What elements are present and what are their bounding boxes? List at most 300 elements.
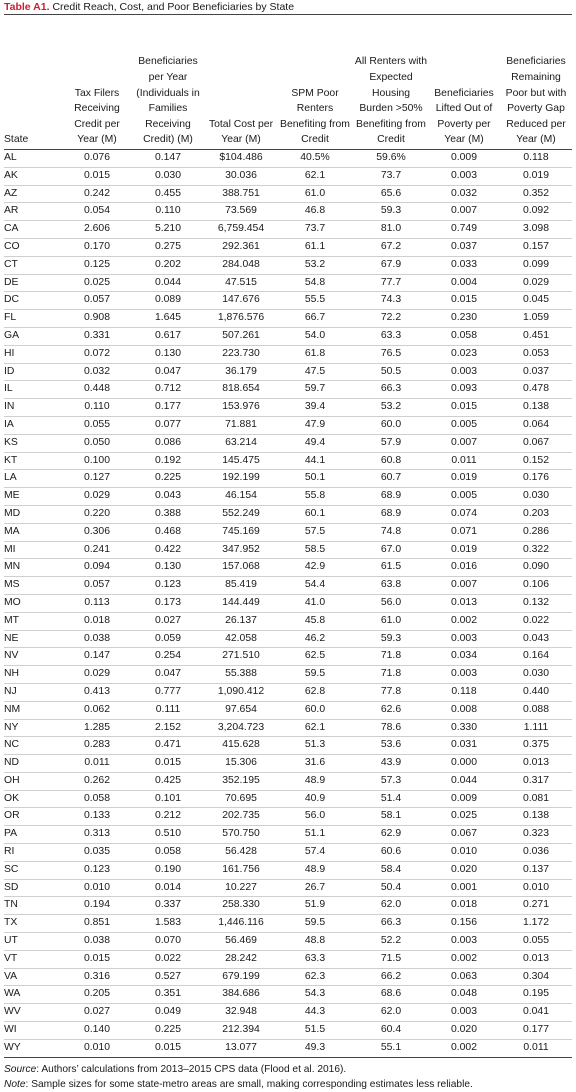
value-cell: 51.5	[276, 1022, 354, 1040]
value-cell: 0.352	[500, 185, 572, 203]
value-cell: 0.037	[428, 238, 500, 256]
value-cell: 0.322	[500, 541, 572, 559]
value-cell: 59.5	[276, 915, 354, 933]
state-cell: MN	[4, 559, 64, 577]
value-cell: 0.283	[64, 737, 130, 755]
value-cell: 0.448	[64, 381, 130, 399]
value-cell: 0.123	[64, 861, 130, 879]
state-cell: NC	[4, 737, 64, 755]
value-cell: 0.212	[130, 808, 206, 826]
value-cell: 55.1	[354, 1039, 428, 1057]
value-cell: 0.035	[64, 844, 130, 862]
value-cell: 0.053	[500, 345, 572, 363]
value-cell: 0.316	[64, 968, 130, 986]
state-cell: ID	[4, 363, 64, 381]
value-cell: 1.172	[500, 915, 572, 933]
value-cell: 0.100	[64, 452, 130, 470]
value-cell: 50.5	[354, 363, 428, 381]
value-cell: 56.0	[276, 808, 354, 826]
value-cell: 0.002	[428, 950, 500, 968]
value-cell: 67.0	[354, 541, 428, 559]
value-cell: 58.1	[354, 808, 428, 826]
value-cell: 0.010	[500, 879, 572, 897]
table-row	[4, 185, 572, 203]
value-cell: 71.8	[354, 648, 428, 666]
value-cell: 73.7	[276, 221, 354, 239]
table-row	[4, 630, 572, 648]
value-cell: 0.076	[64, 150, 130, 168]
note-text: : Sample sizes for some state-metro areas are small, making corresponding estimates less reliable.	[25, 1078, 473, 1090]
state-cell: WY	[4, 1039, 64, 1057]
value-cell: 0.089	[130, 292, 206, 310]
value-cell: 59.3	[354, 203, 428, 221]
value-cell: 49.3	[276, 1039, 354, 1057]
value-cell: 0.130	[130, 559, 206, 577]
value-cell: 62.5	[276, 648, 354, 666]
state-cell: ME	[4, 488, 64, 506]
value-cell: 0.067	[428, 826, 500, 844]
value-cell: 60.8	[354, 452, 428, 470]
table-row	[4, 470, 572, 488]
value-cell: 0.451	[500, 327, 572, 345]
value-cell: 0.092	[500, 203, 572, 221]
value-cell: 26.137	[206, 612, 276, 630]
value-cell: 0.323	[500, 826, 572, 844]
table-row	[4, 577, 572, 595]
value-cell: 161.756	[206, 861, 276, 879]
value-cell: 54.4	[276, 577, 354, 595]
state-cell: WI	[4, 1022, 64, 1040]
table-row	[4, 256, 572, 274]
value-cell: 48.9	[276, 772, 354, 790]
value-cell: 51.4	[354, 790, 428, 808]
state-cell: PA	[4, 826, 64, 844]
value-cell: 57.9	[354, 434, 428, 452]
value-cell: 66.3	[354, 915, 428, 933]
table-row	[4, 790, 572, 808]
value-cell: 46.154	[206, 488, 276, 506]
value-cell: 0.023	[428, 345, 500, 363]
value-cell: 0.027	[64, 1004, 130, 1022]
value-cell: 0.020	[428, 1022, 500, 1040]
value-cell: 0.032	[64, 363, 130, 381]
value-cell: 0.140	[64, 1022, 130, 1040]
table-row	[4, 612, 572, 630]
source-note	[4, 1062, 572, 1077]
value-cell: 62.0	[354, 1004, 428, 1022]
value-cell: 0.003	[428, 1004, 500, 1022]
value-cell: 0.132	[500, 594, 572, 612]
value-cell: 62.3	[276, 968, 354, 986]
value-cell: 552.249	[206, 505, 276, 523]
value-cell: 0.004	[428, 274, 500, 292]
value-cell: 0.176	[500, 470, 572, 488]
value-cell: 0.030	[130, 167, 206, 185]
table-row	[4, 594, 572, 612]
value-cell: 0.005	[428, 488, 500, 506]
value-cell: 0.057	[64, 292, 130, 310]
value-cell: 0.170	[64, 238, 130, 256]
state-cell: SC	[4, 861, 64, 879]
state-cell: VT	[4, 950, 64, 968]
value-cell: 85.419	[206, 577, 276, 595]
value-cell: 0.225	[130, 1022, 206, 1040]
value-cell: 53.2	[354, 399, 428, 417]
value-cell: 0.137	[500, 861, 572, 879]
value-cell: 1.111	[500, 719, 572, 737]
value-cell: 53.6	[354, 737, 428, 755]
value-cell: 0.851	[64, 915, 130, 933]
value-cell: 0.013	[428, 594, 500, 612]
value-cell: 0.468	[130, 523, 206, 541]
value-cell: 28.242	[206, 950, 276, 968]
table-footer	[4, 1058, 572, 1092]
value-cell: 0.455	[130, 185, 206, 203]
value-cell: 55.8	[276, 488, 354, 506]
value-cell: 0.313	[64, 826, 130, 844]
value-cell: 0.262	[64, 772, 130, 790]
column-header: Tax Filers Receiving Credit per Year (M)	[64, 15, 130, 150]
value-cell: 77.7	[354, 274, 428, 292]
state-cell: NV	[4, 648, 64, 666]
value-cell: 60.6	[354, 844, 428, 862]
value-cell: 1,090.412	[206, 683, 276, 701]
value-cell: 0.177	[130, 399, 206, 417]
value-cell: 49.4	[276, 434, 354, 452]
value-cell: 0.011	[500, 1039, 572, 1057]
value-cell: 54.8	[276, 274, 354, 292]
state-cell: RI	[4, 844, 64, 862]
state-cell: IL	[4, 381, 64, 399]
value-cell: 818.654	[206, 381, 276, 399]
table-row	[4, 203, 572, 221]
state-cell: KT	[4, 452, 64, 470]
table-row	[4, 541, 572, 559]
value-cell: 60.7	[354, 470, 428, 488]
value-cell: 74.8	[354, 523, 428, 541]
value-cell: 41.0	[276, 594, 354, 612]
value-cell: 0.202	[130, 256, 206, 274]
table-row	[4, 1004, 572, 1022]
value-cell: 415.628	[206, 737, 276, 755]
column-header: All Renters with Expected Housing Burden >50% Benefiting from Credit	[354, 15, 428, 150]
table-title-text: Credit Reach, Cost, and Poor Beneficiaries by State	[52, 1, 295, 13]
value-cell: 0.045	[500, 292, 572, 310]
value-cell: 0.125	[64, 256, 130, 274]
value-cell: 1.645	[130, 310, 206, 328]
table-row	[4, 274, 572, 292]
state-cell: NJ	[4, 683, 64, 701]
table-row	[4, 452, 572, 470]
value-cell: 63.3	[276, 950, 354, 968]
value-cell: 0.059	[130, 630, 206, 648]
value-cell: 0.007	[428, 203, 500, 221]
value-cell: 46.2	[276, 630, 354, 648]
value-cell: 507.261	[206, 327, 276, 345]
table-row	[4, 648, 572, 666]
state-cell: MT	[4, 612, 64, 630]
value-cell: 0.908	[64, 310, 130, 328]
value-cell: 0.027	[130, 612, 206, 630]
value-cell: 192.199	[206, 470, 276, 488]
value-cell: 42.058	[206, 630, 276, 648]
value-cell: 0.425	[130, 772, 206, 790]
value-cell: 258.330	[206, 897, 276, 915]
value-cell: 0.190	[130, 861, 206, 879]
value-cell: 81.0	[354, 221, 428, 239]
value-cell: 0.044	[130, 274, 206, 292]
table-row	[4, 292, 572, 310]
value-cell: 51.3	[276, 737, 354, 755]
table-row	[4, 719, 572, 737]
value-cell: 0.036	[500, 844, 572, 862]
sample-note	[4, 1077, 572, 1092]
value-cell: 352.195	[206, 772, 276, 790]
value-cell: 58.4	[354, 861, 428, 879]
value-cell: 0.030	[500, 666, 572, 684]
state-cell: AK	[4, 167, 64, 185]
value-cell: 46.8	[276, 203, 354, 221]
value-cell: 68.6	[354, 986, 428, 1004]
value-cell: 62.0	[354, 897, 428, 915]
value-cell: 63.8	[354, 577, 428, 595]
table-row	[4, 167, 572, 185]
value-cell: 0.003	[428, 630, 500, 648]
table-row	[4, 861, 572, 879]
value-cell: 223.730	[206, 345, 276, 363]
value-cell: 43.9	[354, 755, 428, 773]
value-cell: 0.527	[130, 968, 206, 986]
state-cell: NE	[4, 630, 64, 648]
value-cell: 144.449	[206, 594, 276, 612]
table-row	[4, 950, 572, 968]
value-cell: 0.016	[428, 559, 500, 577]
value-cell: 153.976	[206, 399, 276, 417]
table-row	[4, 221, 572, 239]
value-cell: 59.6%	[354, 150, 428, 168]
value-cell: 0.067	[500, 434, 572, 452]
table-row	[4, 1039, 572, 1057]
state-cell: VA	[4, 968, 64, 986]
value-cell: 0.074	[428, 505, 500, 523]
table-row	[4, 381, 572, 399]
table-row	[4, 826, 572, 844]
value-cell: 0.306	[64, 523, 130, 541]
value-cell: 0.022	[130, 950, 206, 968]
table-row	[4, 701, 572, 719]
table-row	[4, 238, 572, 256]
value-cell: 0.090	[500, 559, 572, 577]
value-cell: 78.6	[354, 719, 428, 737]
value-cell: 0.071	[428, 523, 500, 541]
value-cell: 40.9	[276, 790, 354, 808]
value-cell: 570.750	[206, 826, 276, 844]
value-cell: 0.003	[428, 363, 500, 381]
value-cell: $104.486	[206, 150, 276, 168]
value-cell: 0.133	[64, 808, 130, 826]
value-cell: 0.030	[500, 488, 572, 506]
value-cell: 0.013	[500, 755, 572, 773]
state-cell: DC	[4, 292, 64, 310]
value-cell: 0.041	[500, 1004, 572, 1022]
value-cell: 6,759.454	[206, 221, 276, 239]
value-cell: 0.014	[130, 879, 206, 897]
value-cell: 384.686	[206, 986, 276, 1004]
column-header: SPM Poor Renters Benefiting from Credit	[276, 15, 354, 150]
value-cell: 1.583	[130, 915, 206, 933]
value-cell: 1.059	[500, 310, 572, 328]
table-row	[4, 666, 572, 684]
state-cell: MA	[4, 523, 64, 541]
value-cell: 77.8	[354, 683, 428, 701]
value-cell: 0.009	[428, 790, 500, 808]
source-label: Source	[4, 1063, 37, 1075]
value-cell: 61.8	[276, 345, 354, 363]
value-cell: 0.077	[130, 416, 206, 434]
value-cell: 13.077	[206, 1039, 276, 1057]
value-cell: 1,876.576	[206, 310, 276, 328]
value-cell: 32.948	[206, 1004, 276, 1022]
value-cell: 0.241	[64, 541, 130, 559]
state-cell: IA	[4, 416, 64, 434]
value-cell: 0.413	[64, 683, 130, 701]
value-cell: 44.1	[276, 452, 354, 470]
value-cell: 0.111	[130, 701, 206, 719]
value-cell: 0.177	[500, 1022, 572, 1040]
value-cell: 0.015	[428, 292, 500, 310]
state-cell: CA	[4, 221, 64, 239]
value-cell: 51.1	[276, 826, 354, 844]
value-cell: 47.9	[276, 416, 354, 434]
state-cell: NY	[4, 719, 64, 737]
table-row	[4, 399, 572, 417]
value-cell: 284.048	[206, 256, 276, 274]
value-cell: 0.003	[428, 933, 500, 951]
value-cell: 0.205	[64, 986, 130, 1004]
value-cell: 0.286	[500, 523, 572, 541]
value-cell: 0.043	[130, 488, 206, 506]
value-cell: 0.203	[500, 505, 572, 523]
value-cell: 51.9	[276, 897, 354, 915]
value-cell: 0.058	[130, 844, 206, 862]
table-row	[4, 986, 572, 1004]
value-cell: 0.088	[500, 701, 572, 719]
value-cell: 292.361	[206, 238, 276, 256]
value-cell: 55.388	[206, 666, 276, 684]
value-cell: 0.156	[428, 915, 500, 933]
value-cell: 0.019	[428, 541, 500, 559]
table-body	[4, 150, 572, 1058]
value-cell: 0.254	[130, 648, 206, 666]
value-cell: 65.6	[354, 185, 428, 203]
value-cell: 60.4	[354, 1022, 428, 1040]
table-row	[4, 755, 572, 773]
value-cell: 50.4	[354, 879, 428, 897]
value-cell: 0.029	[500, 274, 572, 292]
value-cell: 0.054	[64, 203, 130, 221]
value-cell: 74.3	[354, 292, 428, 310]
value-cell: 58.5	[276, 541, 354, 559]
value-cell: 0.001	[428, 879, 500, 897]
table-row	[4, 150, 572, 168]
state-cell: OH	[4, 772, 64, 790]
state-cell: MD	[4, 505, 64, 523]
value-cell: 0.086	[130, 434, 206, 452]
value-cell: 63.214	[206, 434, 276, 452]
value-cell: 212.394	[206, 1022, 276, 1040]
table-row	[4, 416, 572, 434]
value-cell: 157.068	[206, 559, 276, 577]
value-cell: 0.032	[428, 185, 500, 203]
state-cell: TN	[4, 897, 64, 915]
state-cell: DE	[4, 274, 64, 292]
column-header: Beneficiaries Remaining Poor but with Poverty Gap Reduced per Year (M)	[500, 15, 572, 150]
table-label: Table A1.	[4, 1, 50, 13]
value-cell: 0.002	[428, 1039, 500, 1057]
table-header-row	[4, 15, 572, 150]
value-cell: 15.306	[206, 755, 276, 773]
value-cell: 60.0	[354, 416, 428, 434]
value-cell: 47.5	[276, 363, 354, 381]
value-cell: 55.5	[276, 292, 354, 310]
value-cell: 71.5	[354, 950, 428, 968]
value-cell: 73.569	[206, 203, 276, 221]
table-row	[4, 879, 572, 897]
value-cell: 0.123	[130, 577, 206, 595]
value-cell: 62.1	[276, 719, 354, 737]
value-cell: 0.050	[64, 434, 130, 452]
value-cell: 68.9	[354, 505, 428, 523]
value-cell: 73.7	[354, 167, 428, 185]
value-cell: 2.152	[130, 719, 206, 737]
value-cell: 0.048	[428, 986, 500, 1004]
state-cell: MI	[4, 541, 64, 559]
value-cell: 72.2	[354, 310, 428, 328]
value-cell: 2.606	[64, 221, 130, 239]
value-cell: 0.230	[428, 310, 500, 328]
value-cell: 45.8	[276, 612, 354, 630]
table-title	[4, 0, 572, 15]
value-cell: 0.330	[428, 719, 500, 737]
value-cell: 0.015	[428, 399, 500, 417]
value-cell: 26.7	[276, 879, 354, 897]
value-cell: 54.0	[276, 327, 354, 345]
value-cell: 0.351	[130, 986, 206, 1004]
value-cell: 0.304	[500, 968, 572, 986]
value-cell: 388.751	[206, 185, 276, 203]
value-cell: 0.375	[500, 737, 572, 755]
value-cell: 0.113	[64, 594, 130, 612]
value-cell: 40.5%	[276, 150, 354, 168]
value-cell: 0.130	[130, 345, 206, 363]
value-cell: 42.9	[276, 559, 354, 577]
value-cell: 0.471	[130, 737, 206, 755]
state-cell: WA	[4, 986, 64, 1004]
value-cell: 0.147	[64, 648, 130, 666]
value-cell: 0.101	[130, 790, 206, 808]
value-cell: 66.2	[354, 968, 428, 986]
value-cell: 48.8	[276, 933, 354, 951]
state-cell: ND	[4, 755, 64, 773]
value-cell: 0.055	[64, 416, 130, 434]
value-cell: 60.0	[276, 701, 354, 719]
value-cell: 0.011	[428, 452, 500, 470]
value-cell: 0.106	[500, 577, 572, 595]
value-cell: 0.110	[130, 203, 206, 221]
value-cell: 0.242	[64, 185, 130, 203]
value-cell: 0.138	[500, 399, 572, 417]
value-cell: 0.025	[64, 274, 130, 292]
